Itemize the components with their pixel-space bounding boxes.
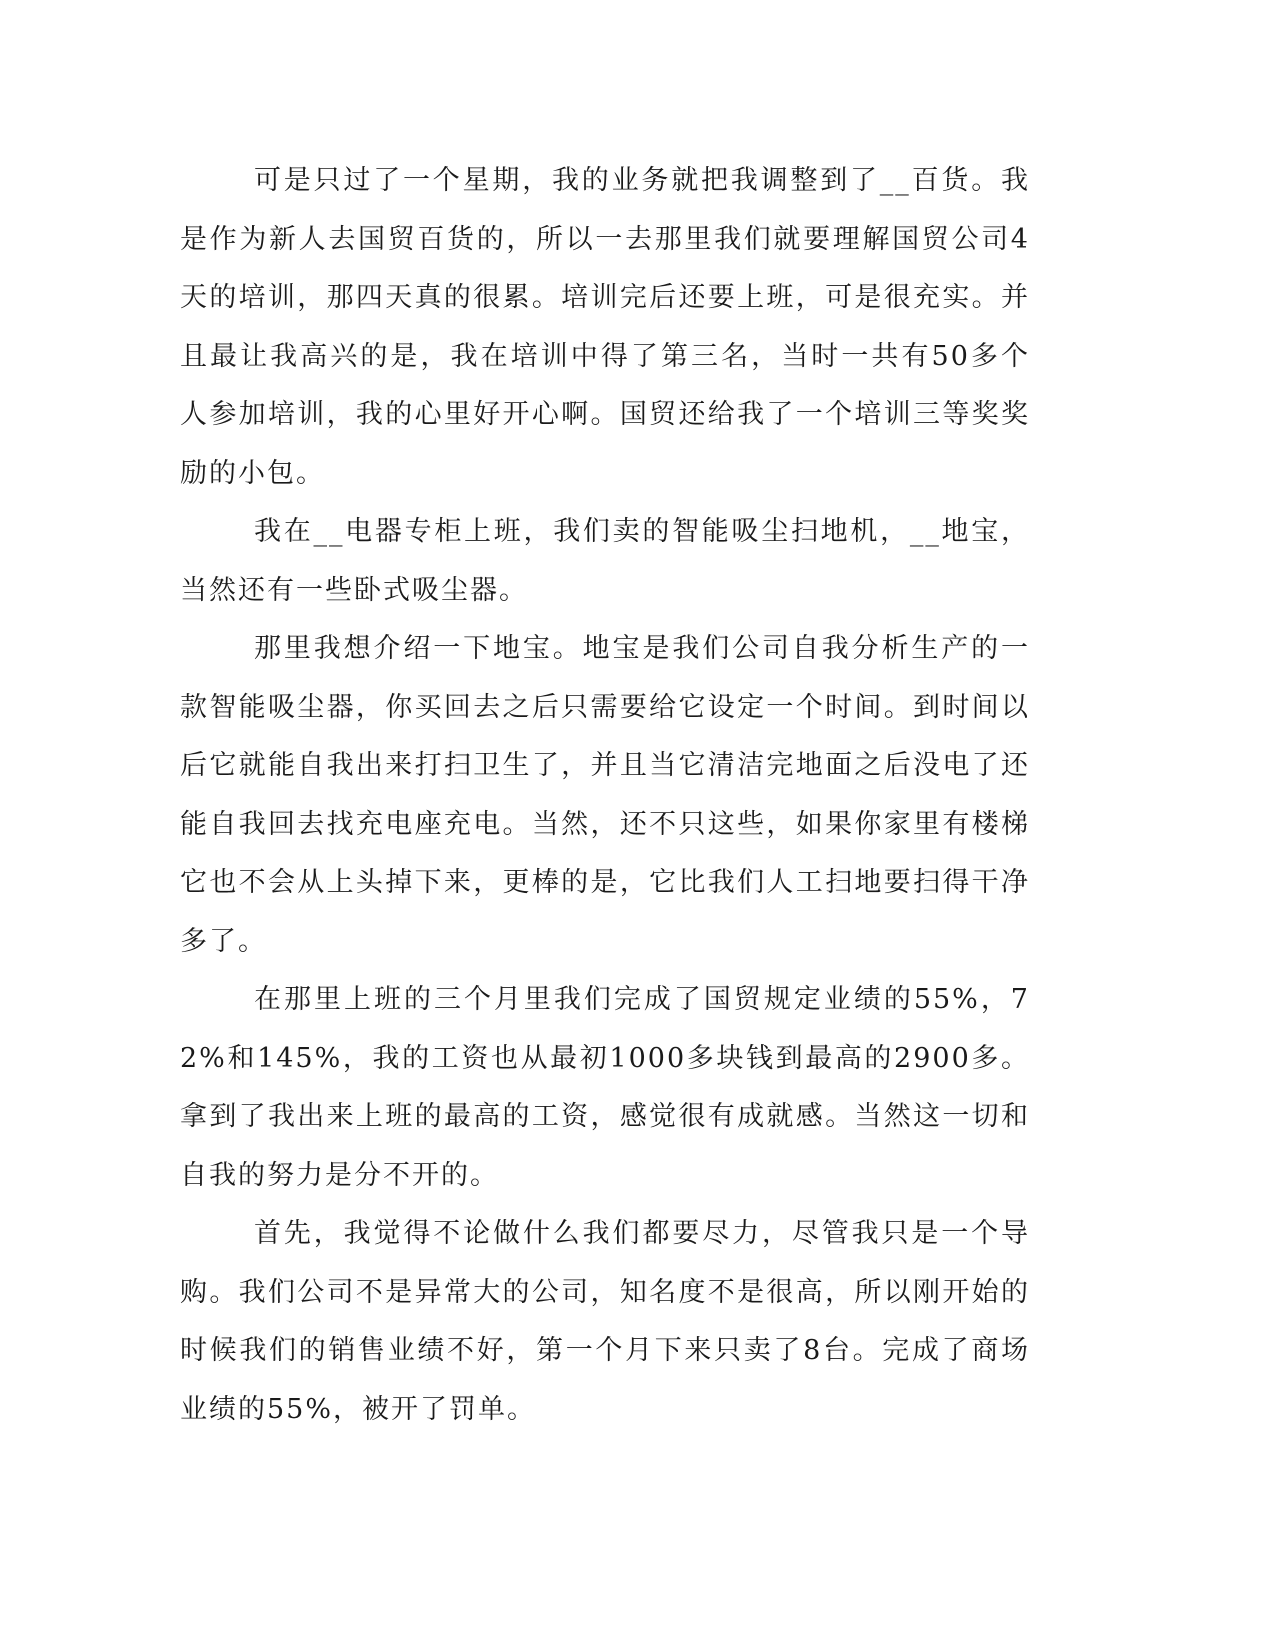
paragraph: 首先，我觉得不论做什么我们都要尽力，尽管我只是一个导购。我们公司不是异常大的公司，知名度不是很高，所以刚开始的时候我们的销售业绩不好，第一个月下来只卖了8台。完成了商场业绩的55%，被开了罚单。 (180, 1218, 1030, 1425)
paragraph: 那里我想介绍一下地宝。地宝是我们公司自我分析生产的一款智能吸尘器，你买回去之后只需要给它设定一个时间。到时间以后它就能自我出来打扫卫生了，并且当它清洁完地面之后没电了还能自我回去找充电座充电。当然，还不只这些，如果你家里有楼梯它也不会从上头掉下来，更棒的是，它比我们人工扫地要扫得干净多了。 (180, 633, 1030, 957)
document-body (180, 152, 1030, 1439)
paragraph: 我在__电器专柜上班，我们卖的智能吸尘扫地机，__地宝，当然还有一些卧式吸尘器。 (180, 516, 1030, 606)
paragraph: 可是只过了一个星期，我的业务就把我调整到了__百货。我是作为新人去国贸百货的，所以一去那里我们就要理解国贸公司4天的培训，那四天真的很累。培训完后还要上班，可是很充实。并且最让我高兴的是，我在培训中得了第三名，当时一共有50多个人参加培训，我的心里好开心啊。国贸还给我了一个培训三等奖奖励的小包。 (180, 165, 1030, 489)
paragraph: 在那里上班的三个月里我们完成了国贸规定业绩的55%，72%和145%，我的工资也从最初1000多块钱到最高的2900多。拿到了我出来上班的最高的工资，感觉很有成就感。当然这一切和自我的努力是分不开的。 (180, 984, 1030, 1191)
